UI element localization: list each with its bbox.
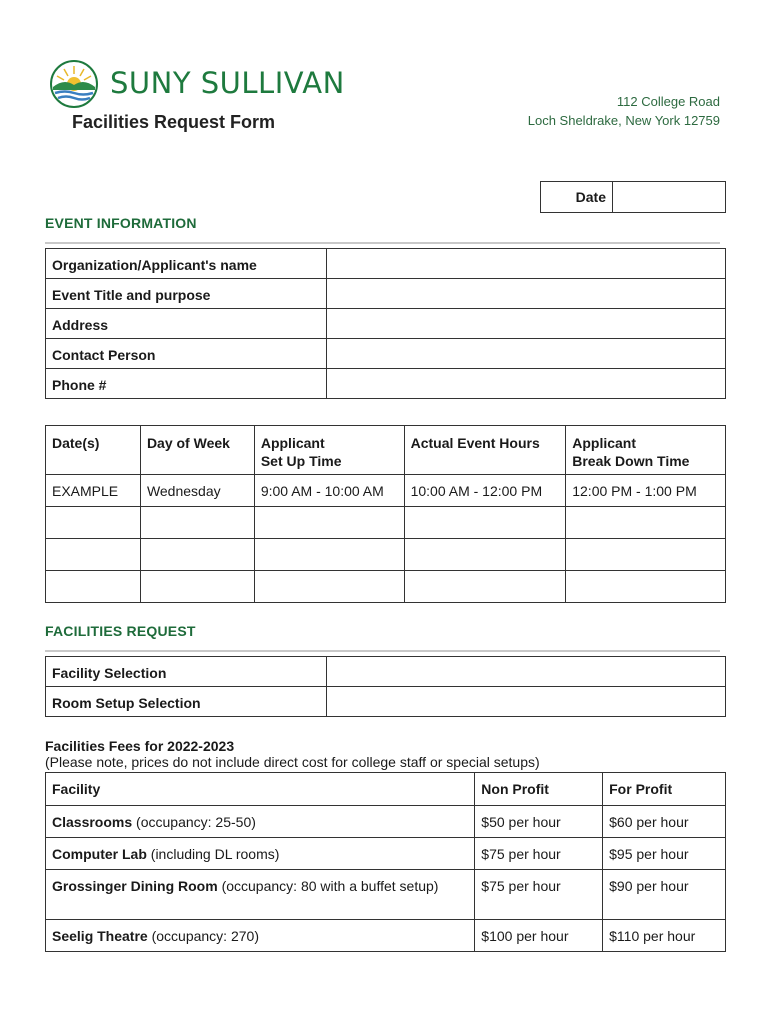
table-row (46, 475, 726, 507)
table-cell-input[interactable] (254, 571, 404, 603)
non-profit-rate: $75 per hour (475, 838, 603, 870)
table-cell-input[interactable] (140, 539, 254, 571)
table-cell-input[interactable] (404, 539, 566, 571)
date-field (540, 181, 726, 213)
column-header: Applicant Set Up Time (254, 426, 404, 475)
field-label: Phone # (46, 369, 327, 399)
field-label: Address (46, 309, 327, 339)
column-header: Actual Event Hours (404, 426, 566, 475)
table-row (46, 507, 726, 539)
non-profit-rate: $75 per hour (475, 870, 603, 920)
fees-heading: Facilities Fees for 2022-2023 (45, 738, 235, 754)
facility-name: Classrooms (52, 814, 133, 830)
table-row (46, 920, 726, 952)
column-header: Non Profit (475, 773, 603, 806)
table-cell-input[interactable] (566, 571, 726, 603)
table-row (46, 309, 726, 339)
section-divider (45, 242, 720, 244)
facility-name: Computer Lab (52, 846, 147, 862)
column-header: For Profit (603, 773, 726, 806)
college-address (528, 92, 720, 130)
event-information-table (45, 248, 726, 399)
table-cell-input[interactable] (140, 571, 254, 603)
table-cell-input[interactable] (404, 571, 566, 603)
facility-cell (46, 806, 475, 838)
table-header-row (46, 426, 726, 475)
table-cell: 12:00 PM - 1:00 PM (566, 475, 726, 507)
table-cell-input[interactable] (254, 539, 404, 571)
table-row (46, 539, 726, 571)
table-cell-input[interactable] (46, 571, 141, 603)
table-row (46, 571, 726, 603)
date-label: Date (541, 182, 613, 212)
column-header: Date(s) (46, 426, 141, 475)
address-line-1: 112 College Road (616, 94, 720, 109)
table-cell-input[interactable] (566, 539, 726, 571)
fees-note: (Please note, prices do not include direct cost for college staff or special setups) (45, 754, 540, 770)
field-label: Organization/Applicant's name (46, 249, 327, 279)
field-label: Event Title and purpose (46, 279, 327, 309)
column-header: Applicant Break Down Time (566, 426, 726, 475)
table-cell: Wednesday (140, 475, 254, 507)
field-label: Facility Selection (46, 657, 327, 687)
facilities-request-table (45, 656, 726, 717)
non-profit-rate: $100 per hour (475, 920, 603, 952)
for-profit-rate: $110 per hour (603, 920, 726, 952)
table-cell-input[interactable] (46, 539, 141, 571)
brand-name: SUNY SULLIVAN (110, 66, 345, 100)
non-profit-rate: $50 per hour (475, 806, 603, 838)
date-input[interactable] (613, 182, 725, 212)
facility-cell (46, 870, 475, 920)
table-row (46, 279, 726, 309)
table-row (46, 806, 726, 838)
facilities-request-title: FACILITIES REQUEST (45, 623, 196, 639)
table-cell: 9:00 AM - 10:00 AM (254, 475, 404, 507)
section-divider (45, 650, 720, 652)
table-header-row (46, 773, 726, 806)
table-cell: EXAMPLE (46, 475, 141, 507)
field-label: Room Setup Selection (46, 687, 327, 717)
column-header: Facility (46, 773, 475, 806)
suny-sullivan-logo (50, 60, 98, 108)
schedule-table (45, 425, 726, 603)
phone-input[interactable] (326, 369, 725, 399)
for-profit-rate: $90 per hour (603, 870, 726, 920)
field-label: Contact Person (46, 339, 327, 369)
table-row (46, 339, 726, 369)
table-cell-input[interactable] (254, 507, 404, 539)
table-row (46, 687, 726, 717)
address-line-2: Loch Sheldrake, New York 12759 (527, 113, 720, 128)
facility-name: Seelig Theatre (52, 928, 148, 944)
table-row (46, 870, 726, 920)
table-row (46, 657, 726, 687)
facility-detail: (including DL rooms) (146, 846, 280, 862)
facility-selection-input[interactable] (326, 657, 725, 687)
form-title: Facilities Request Form (72, 112, 276, 132)
table-cell-input[interactable] (140, 507, 254, 539)
for-profit-rate: $95 per hour (603, 838, 726, 870)
facility-name: Grossinger Dining Room (52, 878, 218, 894)
event-information-title: EVENT INFORMATION (45, 215, 197, 231)
event-title-input[interactable] (326, 279, 725, 309)
for-profit-rate: $60 per hour (603, 806, 726, 838)
table-row (46, 369, 726, 399)
fees-heading-block (45, 738, 540, 770)
table-row (46, 249, 726, 279)
table-row (46, 838, 726, 870)
contact-person-input[interactable] (326, 339, 725, 369)
facility-detail: (occupancy: 270) (147, 928, 259, 944)
organization-name-input[interactable] (326, 249, 725, 279)
facility-detail: (occupancy: 25-50) (132, 814, 256, 830)
column-header: Day of Week (140, 426, 254, 475)
address-input[interactable] (326, 309, 725, 339)
facility-detail: (occupancy: 80 with a buffet setup) (217, 878, 439, 894)
room-setup-selection-input[interactable] (326, 687, 725, 717)
table-cell-input[interactable] (404, 507, 566, 539)
fees-table (45, 772, 726, 952)
facility-cell (46, 920, 475, 952)
table-cell-input[interactable] (46, 507, 141, 539)
table-cell: 10:00 AM - 12:00 PM (404, 475, 566, 507)
table-cell-input[interactable] (566, 507, 726, 539)
facility-cell (46, 838, 475, 870)
